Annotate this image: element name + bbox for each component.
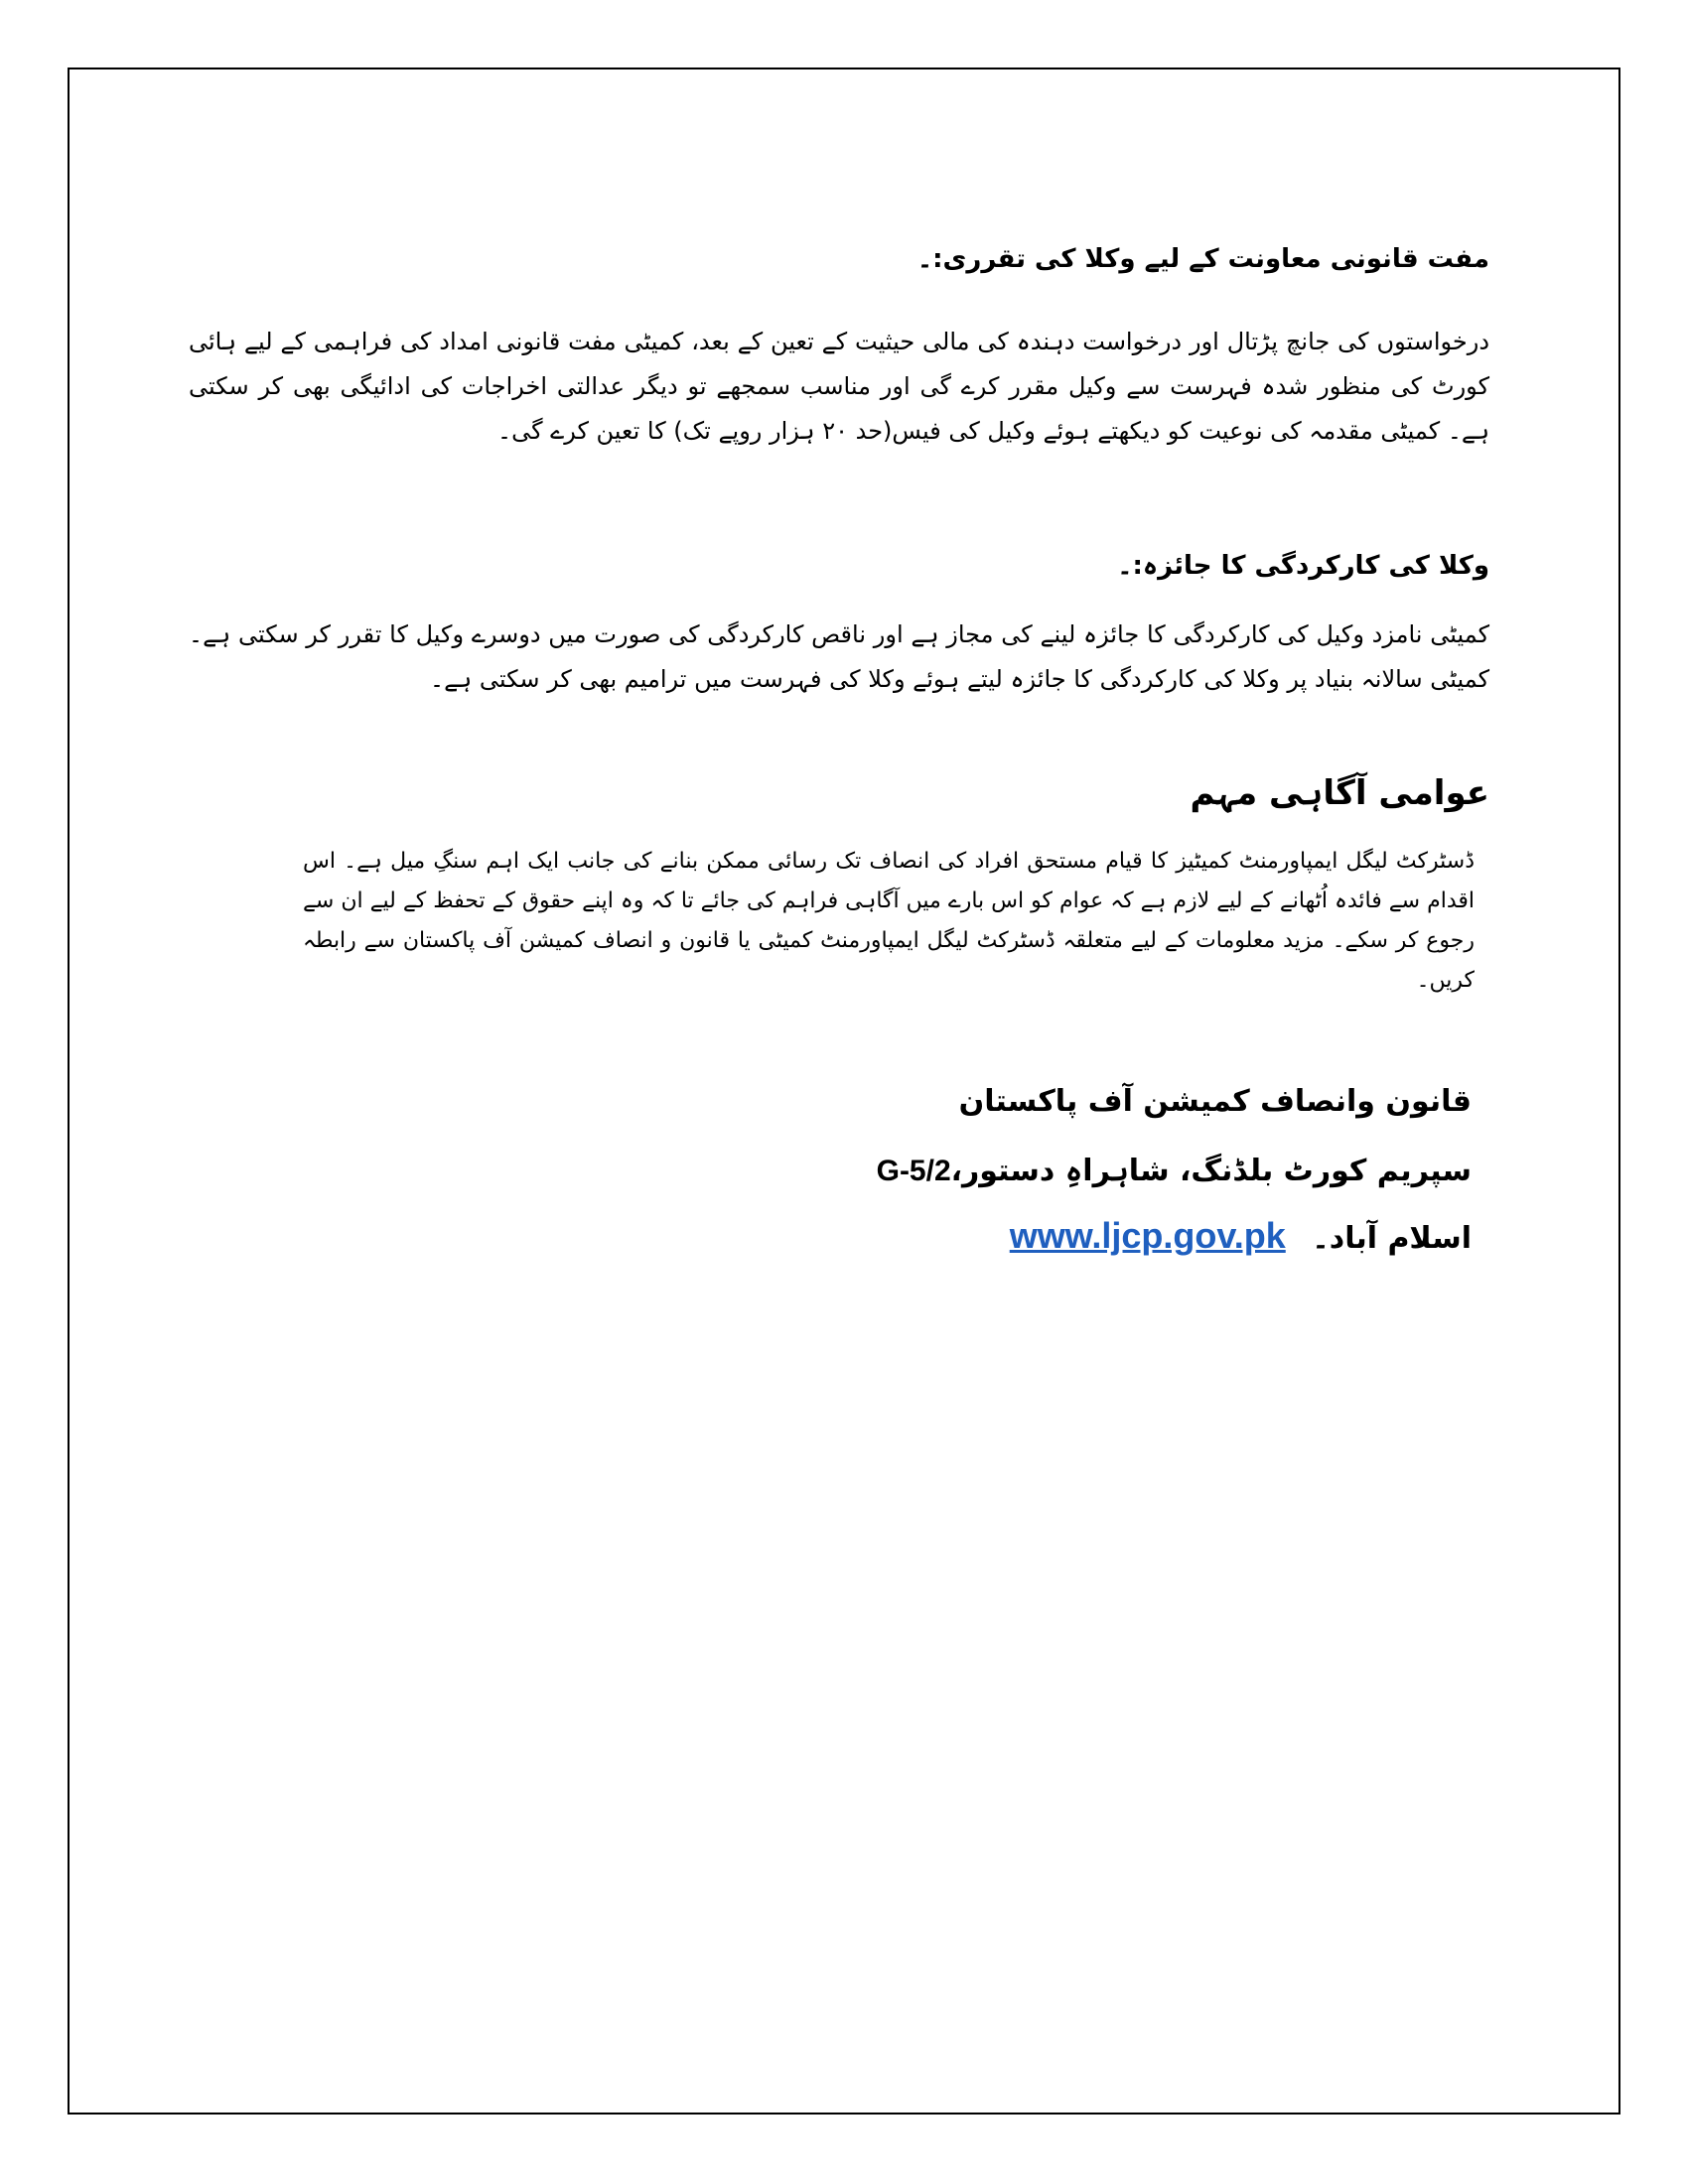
- footer-city-website: [1010, 1216, 1472, 1259]
- section-body-free-legal-aid-lawyers: درخواستوں کی جانچ پڑتال اور درخواست دہندہ کی مالی حیثیت کے تعین کے بعد، کمیٹی مفت قانونی امداد کی فراہمی کے لیے ہائی کورٹ کی منظور شدہ فہرست سے وکیل مقرر کرے گی اور مناسب سمجھے تو دیگر عدالتی اخراجات کی ادائیگی بھی کر سکتی ہے۔ کمیٹی مقدمہ کی نوعیت کو دیکھتے ہوئے وکیل کی فیس(حد ۲۰ ہزار روپے تک) کا تعین کرے گی۔: [189, 328, 1489, 445]
- section-body-lawyer-performance-review: کمیٹی نامزد وکیل کی کارکردگی کا جائزہ لینے کی مجاز ہے اور ناقص کارکردگی کی صورت میں دوسرے وکیل کا تقرر کر سکتی ہے۔ کمیٹی سالانہ بنیاد پر وکلا کی کارکردگی کا جائزہ لیتے ہوئے وکلا کی فہرست میں ترامیم بھی کر سکتی ہے۔: [189, 620, 1489, 693]
- footer-address: [877, 1152, 1472, 1191]
- section-heading-public-awareness: عوامی آگاہی مہم: [1190, 773, 1489, 813]
- section-heading-lawyer-performance-review: وکلا کی کارکردگی کا جائزہ:۔: [1117, 551, 1489, 581]
- footer-city: اسلام آباد۔: [1312, 1221, 1472, 1256]
- footer-organization: قانون وانصاف کمیشن آف پاکستان: [958, 1084, 1472, 1119]
- website-link[interactable]: www.ljcp.gov.pk: [1009, 1215, 1286, 1256]
- section-body-public-awareness: ڈسٹرکٹ لیگل ایمپاورمنٹ کمیٹیز کا قیام مستحق افراد کی انصاف تک رسائی ممکن بنانے کی جانب ایک اہم سنگِ میل ہے۔ اس اقدام سے فائدہ اُٹھانے کے لیے لازم ہے کہ عوام کو اس بارے میں آگاہی فراہم کی جائے تا کہ وہ اپنے حقوق کے تحفظ کے لیے ان سے رجوع کر سکے۔ مزید معلومات کے لیے متعلقہ ڈسٹرکٹ لیگل ایمپاورمنٹ کمیٹی یا قانون و انصاف کمیشن آف پاکستان سے رابطہ کریں۔: [303, 849, 1475, 993]
- footer-address-text: سپریم کورٹ بلڈنگ، شاہراہِ دستور،: [950, 1154, 1472, 1188]
- section-heading-free-legal-aid-lawyers: مفت قانونی معاونت کے لیے وکلا کی تقرری:۔: [916, 244, 1489, 274]
- footer-address-code: G-5/2: [876, 1155, 951, 1187]
